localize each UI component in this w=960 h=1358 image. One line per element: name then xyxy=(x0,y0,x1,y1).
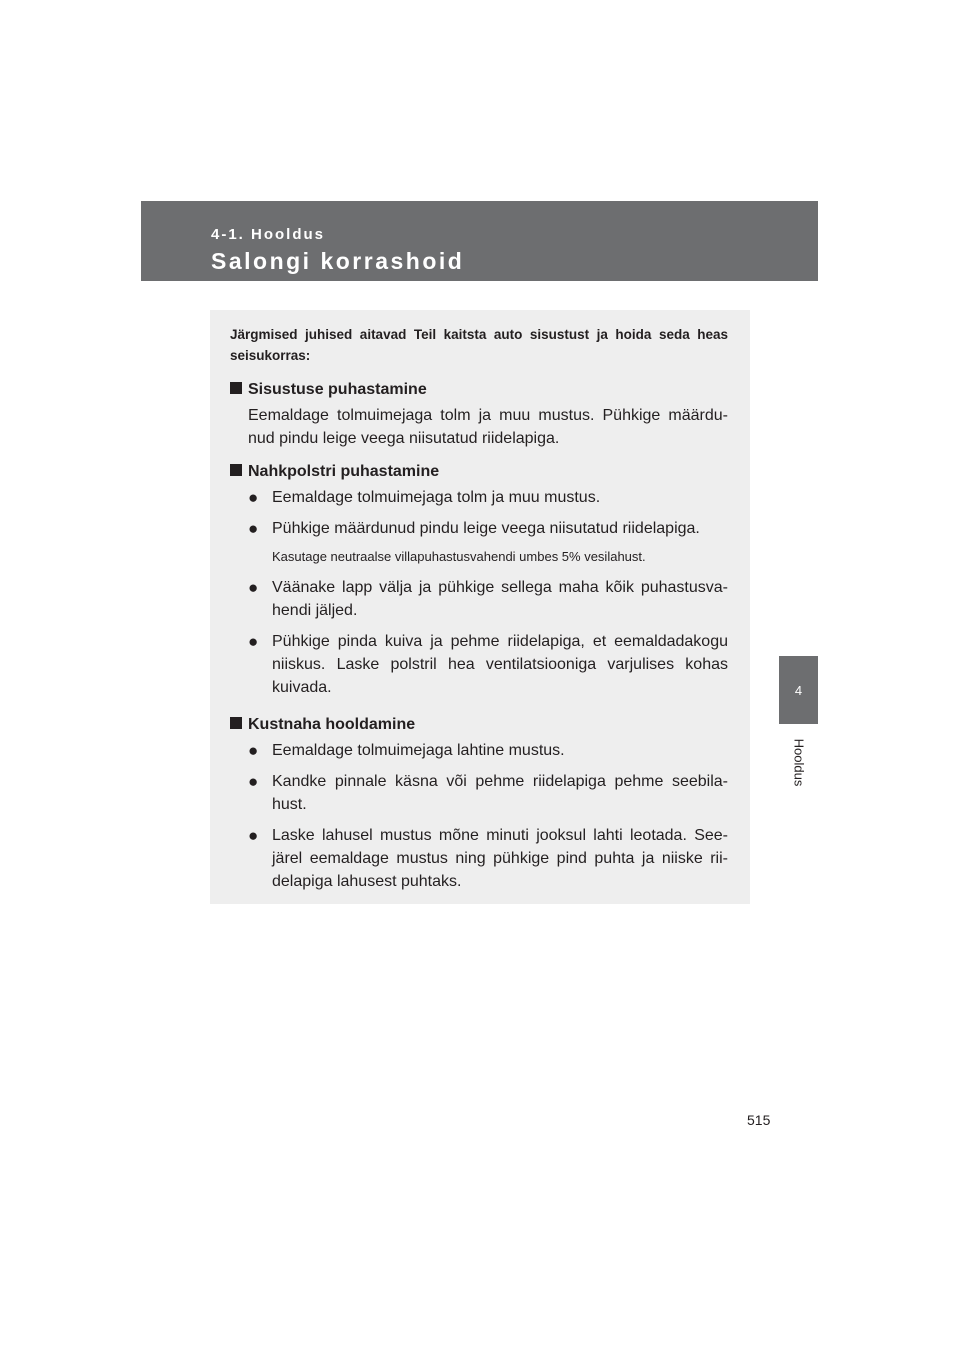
circle-bullet-icon: ● xyxy=(248,741,259,760)
circle-bullet-icon: ● xyxy=(248,772,259,791)
list-item-text: Väänake lapp välja ja pühkige sellega maha kõik puhastusva-hendi jäljed. xyxy=(272,579,728,619)
square-bullet-icon xyxy=(230,717,242,729)
section-label: 4-1. Hooldus xyxy=(211,226,326,243)
section-heading-text: Nahkpolstri puhastamine xyxy=(248,463,440,480)
list-item-text: Kandke pinnale käsna või pehme riidelapiga pehme seebila-hust. xyxy=(272,773,728,813)
page-title: Salongi korrashoid xyxy=(211,248,465,274)
section-heading xyxy=(230,380,728,400)
circle-bullet-icon: ● xyxy=(248,488,259,507)
circle-bullet-icon: ● xyxy=(248,826,259,845)
chapter-number: 4 xyxy=(794,682,803,698)
section-paragraph: Eemaldage tolmuimejaga tolm ja muu mustus. Pühkige määrdu-nud pindu leige veega niisutatud riidelapiga. xyxy=(248,407,728,447)
list-item-text: Eemaldage tolmuimejaga lahtine mustus. xyxy=(272,742,565,759)
section-heading xyxy=(230,715,728,735)
section-header xyxy=(141,201,818,281)
list-item xyxy=(248,576,728,622)
circle-bullet-icon: ● xyxy=(248,519,259,538)
chapter-label: Hooldus xyxy=(791,738,807,786)
list-item xyxy=(248,739,728,762)
list-item xyxy=(248,770,728,816)
circle-bullet-icon: ● xyxy=(248,578,259,597)
note-text: Kasutage neutraalse villapuhastusvahendi umbes 5% vesilahust. xyxy=(272,549,646,564)
chapter-side-label xyxy=(784,732,814,792)
square-bullet-icon xyxy=(230,464,242,476)
content-box xyxy=(210,310,750,904)
section-heading-text: Kustnaha hooldamine xyxy=(248,716,416,733)
list-item-text: Laske lahusel mustus mõne minuti jooksul lahti leotada. See-järel eemaldage mustus ning pühkige pind puhta ja niiske rii-delapiga lahusest puhtaks. xyxy=(272,827,728,890)
page-number: 515 xyxy=(747,1112,771,1128)
list-item xyxy=(248,824,728,893)
list-item xyxy=(248,486,728,509)
list-item xyxy=(248,630,728,699)
list-item-text: Pühkige määrdunud pindu leige veega niisutatud riidelapiga. xyxy=(272,520,700,537)
intro-text: Järgmised juhised aitavad Teil kaitsta auto sisustust ja hoida seda heas seisukorras: xyxy=(230,327,728,363)
list-item-text: Eemaldage tolmuimejaga tolm ja muu mustus. xyxy=(272,489,601,506)
circle-bullet-icon: ● xyxy=(248,632,259,651)
section-heading-text: Sisustuse puhastamine xyxy=(248,381,427,398)
square-bullet-icon xyxy=(230,382,242,394)
section-heading xyxy=(230,462,728,482)
chapter-tab xyxy=(779,656,818,724)
list-item xyxy=(248,517,728,540)
list-item-text: Pühkige pinda kuiva ja pehme riidelapiga, et eemaldadakogu niiskus. Laske polstril hea ventilatsiooniga varjulises kohas kuivada. xyxy=(272,633,728,696)
